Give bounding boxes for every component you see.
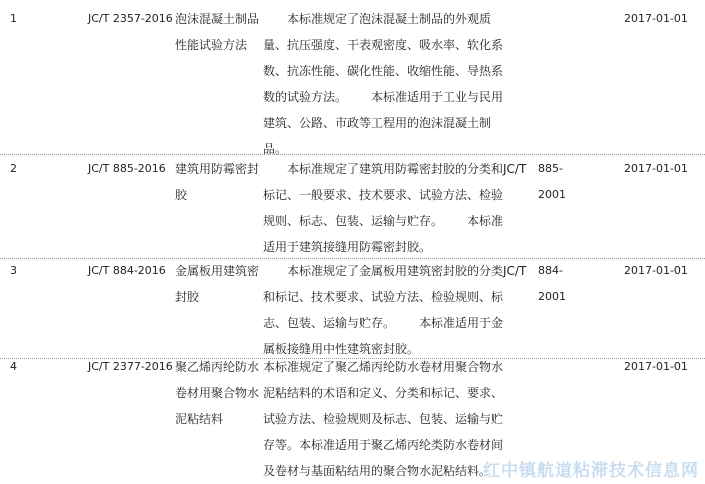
standard-code: JC/T 884-2016 (88, 264, 166, 277)
standard-description: 本标准规定了聚乙烯丙纶防水卷材用聚合物水 泥粘结料的术语和定义、分类和标记、要求、 试验方法、检验规则及标志、包装、运输与贮 存等。本标准适用于聚乙烯丙纶类防水卷材间 及卷材与基面粘结用的聚合物水泥粘结料。 (263, 360, 504, 478)
standard-code: JC/T 2357-2016 (88, 12, 173, 25)
row-number: 1 (10, 12, 17, 25)
standard-name: 聚乙烯丙纶防水 卷材用聚合物水 泥粘结料 (175, 360, 260, 426)
table-row (0, 258, 705, 358)
standard-description: 本标准规定了金属板用建筑密封胶的分类JC/T 和标记、技术要求、试验方法、检验规则、标 志、包装、运输与贮存。 本标准适用于金 属板接缝用中性建筑密封胶。 (263, 264, 527, 356)
row-number: 2 (10, 162, 17, 175)
implementation-date: 2017-01-01 (624, 12, 688, 25)
implementation-date: 2017-01-01 (624, 360, 688, 373)
standard-name: 泡沫混凝土制品 性能试验方法 (175, 12, 260, 52)
standard-code: JC/T 2377-2016 (88, 360, 173, 373)
standard-code: JC/T 885-2016 (88, 162, 166, 175)
row-number: 3 (10, 264, 17, 277)
table-row (0, 156, 705, 258)
implementation-date: 2017-01-01 (624, 162, 688, 175)
implementation-date: 2017-01-01 (624, 264, 688, 277)
table-row (0, 6, 705, 156)
watermark: 红中镇航道粘滞技术信息网 (483, 461, 699, 481)
row-divider (0, 154, 705, 155)
standard-description: 本标准规定了建筑用防霉密封胶的分类和JC/T 标记、一般要求、技术要求、试验方法、检验 规则、标志、包装、运输与贮存。 本标准 适用于建筑接缝用防霉密封胶。 (263, 162, 527, 254)
row-number: 4 (10, 360, 17, 373)
standard-name: 金属板用建筑密 封胶 (175, 264, 260, 304)
standard-name: 建筑用防霉密封 胶 (175, 162, 260, 202)
replaced-standard: 884- 2001 (538, 264, 566, 303)
standard-description: 本标准规定了泡沫混凝土制品的外观质 量、抗压强度、干表观密度、吸水率、软化系 数、抗冻性能、碳化性能、收缩性能、导热系 数的试验方法。 本标准适用于工业与民用 建筑、公路、市政等工程用的泡沫混凝土制 品。 (263, 12, 504, 156)
replaced-standard: 885- 2001 (538, 162, 566, 201)
